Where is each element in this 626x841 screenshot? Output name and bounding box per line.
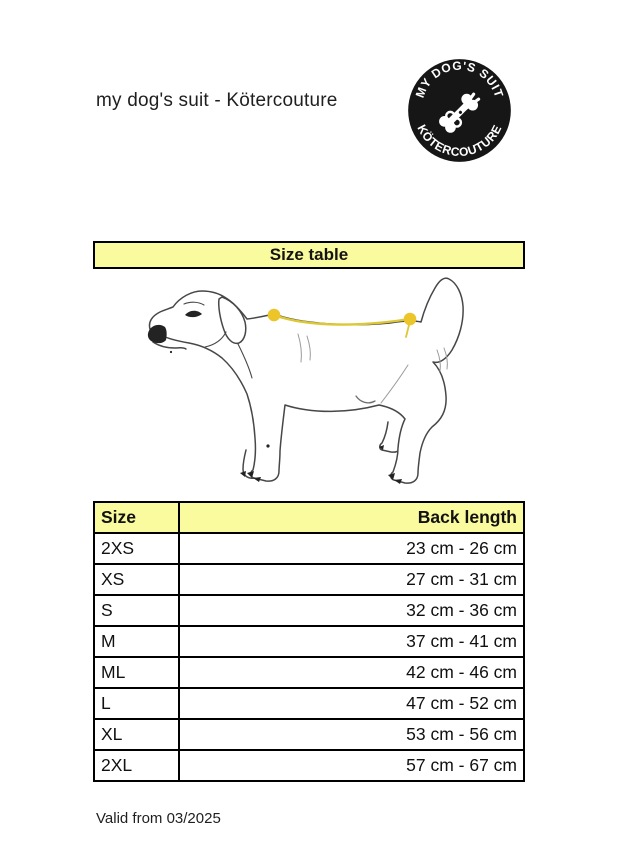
size-table-header-row [94,502,524,533]
chin-dot [170,351,172,353]
table-row [94,564,524,595]
measure-dot-tail [404,313,417,326]
table-row [94,719,524,750]
column-header-back-length: Back length [179,502,524,533]
logo-arc-bottom-text: KÖTERCOUTURE [414,122,505,160]
size-cell: XS [94,564,179,595]
size-cell: L [94,688,179,719]
back-length-cell: 53 cm - 56 cm [179,719,524,750]
table-row [94,595,524,626]
dog-body-outline [149,278,463,483]
dewclaw-dot [266,444,269,447]
dog-back-length-diagram [140,272,490,494]
brand-logo [404,55,515,166]
size-table-banner: Size table [93,241,525,269]
table-row [94,688,524,719]
back-length-cell: 47 cm - 52 cm [179,688,524,719]
size-cell: XL [94,719,179,750]
size-cell: 2XS [94,533,179,564]
size-table [93,501,525,782]
measure-dot-withers [268,309,281,322]
column-header-size: Size [94,502,179,533]
table-row [94,750,524,781]
back-length-cell: 37 cm - 41 cm [179,626,524,657]
validity-note: Valid from 03/2025 [96,810,221,827]
back-length-cell: 42 cm - 46 cm [179,657,524,688]
back-length-cell: 27 cm - 31 cm [179,564,524,595]
table-row [94,533,524,564]
size-cell: S [94,595,179,626]
table-row [94,657,524,688]
back-length-cell: 57 cm - 67 cm [179,750,524,781]
size-cell: 2XL [94,750,179,781]
table-row [94,626,524,657]
size-cell: ML [94,657,179,688]
logo-arc-top-text: MY DOG'S SUIT [412,58,507,100]
back-length-cell: 32 cm - 36 cm [179,595,524,626]
page-title: my dog's suit - Kötercouture [96,90,338,111]
size-cell: M [94,626,179,657]
back-length-cell: 23 cm - 26 cm [179,533,524,564]
